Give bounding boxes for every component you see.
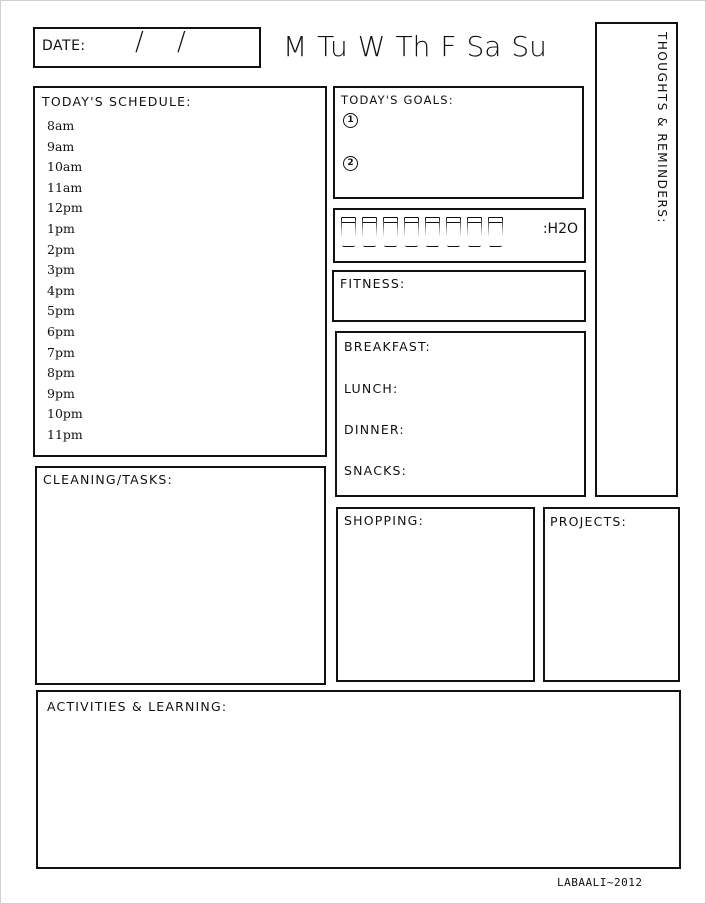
time-slot[interactable]: 1pm [47, 220, 75, 236]
water-cup-4[interactable] [404, 217, 419, 247]
time-slot[interactable]: 7pm [47, 344, 75, 360]
day-sunday[interactable]: Su [511, 30, 547, 63]
time-slot[interactable]: 3pm [47, 262, 75, 278]
water-cup-6[interactable] [446, 217, 461, 247]
thoughts-reminders-label: THOUGHTS & REMINDERS: [655, 32, 669, 224]
water-cup-2[interactable] [362, 217, 377, 247]
goals-title: TODAY'S GOALS: [341, 93, 454, 107]
time-slot[interactable]: 11am [47, 179, 83, 195]
schedule-title: TODAY'S SCHEDULE: [42, 94, 192, 109]
water-cup-1[interactable] [341, 217, 356, 247]
cleaning-tasks-box[interactable] [35, 466, 326, 685]
time-slot[interactable]: 9am [47, 138, 75, 154]
day-friday[interactable]: F [440, 30, 457, 63]
shopping-title: SHOPPING: [344, 513, 424, 528]
time-slot[interactable]: 9pm [47, 385, 75, 401]
water-tracker-box [333, 208, 586, 263]
activities-learning-box[interactable] [36, 690, 681, 869]
day-wednesday[interactable]: W [357, 30, 386, 63]
time-slot[interactable]: 12pm [47, 200, 83, 216]
goal-1-marker: 1 [343, 113, 358, 128]
goals-box[interactable] [333, 86, 584, 199]
day-tuesday[interactable]: Tu [317, 30, 348, 63]
date-slash-1: / [135, 27, 144, 57]
water-label: :H2O [542, 221, 578, 237]
day-thursday[interactable]: Th [395, 30, 431, 63]
water-cup-8[interactable] [488, 217, 503, 247]
cleaning-tasks-title: CLEANING/TASKS: [43, 472, 173, 487]
time-slot[interactable]: 2pm [47, 241, 75, 257]
schedule-box[interactable] [33, 86, 327, 457]
artist-signature: LABAALI~2012 [557, 876, 643, 889]
day-monday[interactable]: M [283, 30, 308, 63]
date-slash-2: / [177, 27, 186, 57]
dinner-label: DINNER: [344, 422, 405, 437]
fitness-title: FITNESS: [340, 276, 406, 291]
fitness-box[interactable] [332, 270, 586, 322]
time-slot[interactable]: 4pm [47, 282, 75, 298]
goal-2-marker: 2 [343, 156, 358, 171]
time-slot[interactable]: 8pm [47, 365, 75, 381]
time-slot[interactable]: 11pm [47, 426, 83, 442]
breakfast-label: BREAKFAST: [344, 339, 431, 354]
activities-learning-title: ACTIVITIES & LEARNING: [47, 699, 228, 714]
shopping-box[interactable] [336, 507, 535, 682]
lunch-label: LUNCH: [344, 381, 399, 396]
projects-box[interactable] [543, 507, 680, 682]
time-slot[interactable]: 5pm [47, 303, 75, 319]
weekday-selector [283, 28, 547, 64]
date-box[interactable] [33, 27, 261, 68]
snacks-label: SNACKS: [344, 463, 408, 478]
time-slot[interactable]: 10am [47, 159, 83, 175]
schedule-time-list [47, 116, 83, 446]
meals-box[interactable] [335, 331, 586, 497]
projects-title: PROJECTS: [550, 514, 627, 529]
water-cups [341, 217, 503, 247]
thoughts-reminders-box[interactable] [595, 22, 678, 497]
water-cup-3[interactable] [383, 217, 398, 247]
time-slot[interactable]: 8am [47, 118, 75, 133]
date-label: DATE: [42, 38, 86, 54]
time-slot[interactable]: 10pm [47, 406, 83, 422]
water-cup-7[interactable] [467, 217, 482, 247]
time-slot[interactable]: 6pm [47, 323, 75, 339]
water-cup-5[interactable] [425, 217, 440, 247]
day-saturday[interactable]: Sa [466, 30, 502, 63]
